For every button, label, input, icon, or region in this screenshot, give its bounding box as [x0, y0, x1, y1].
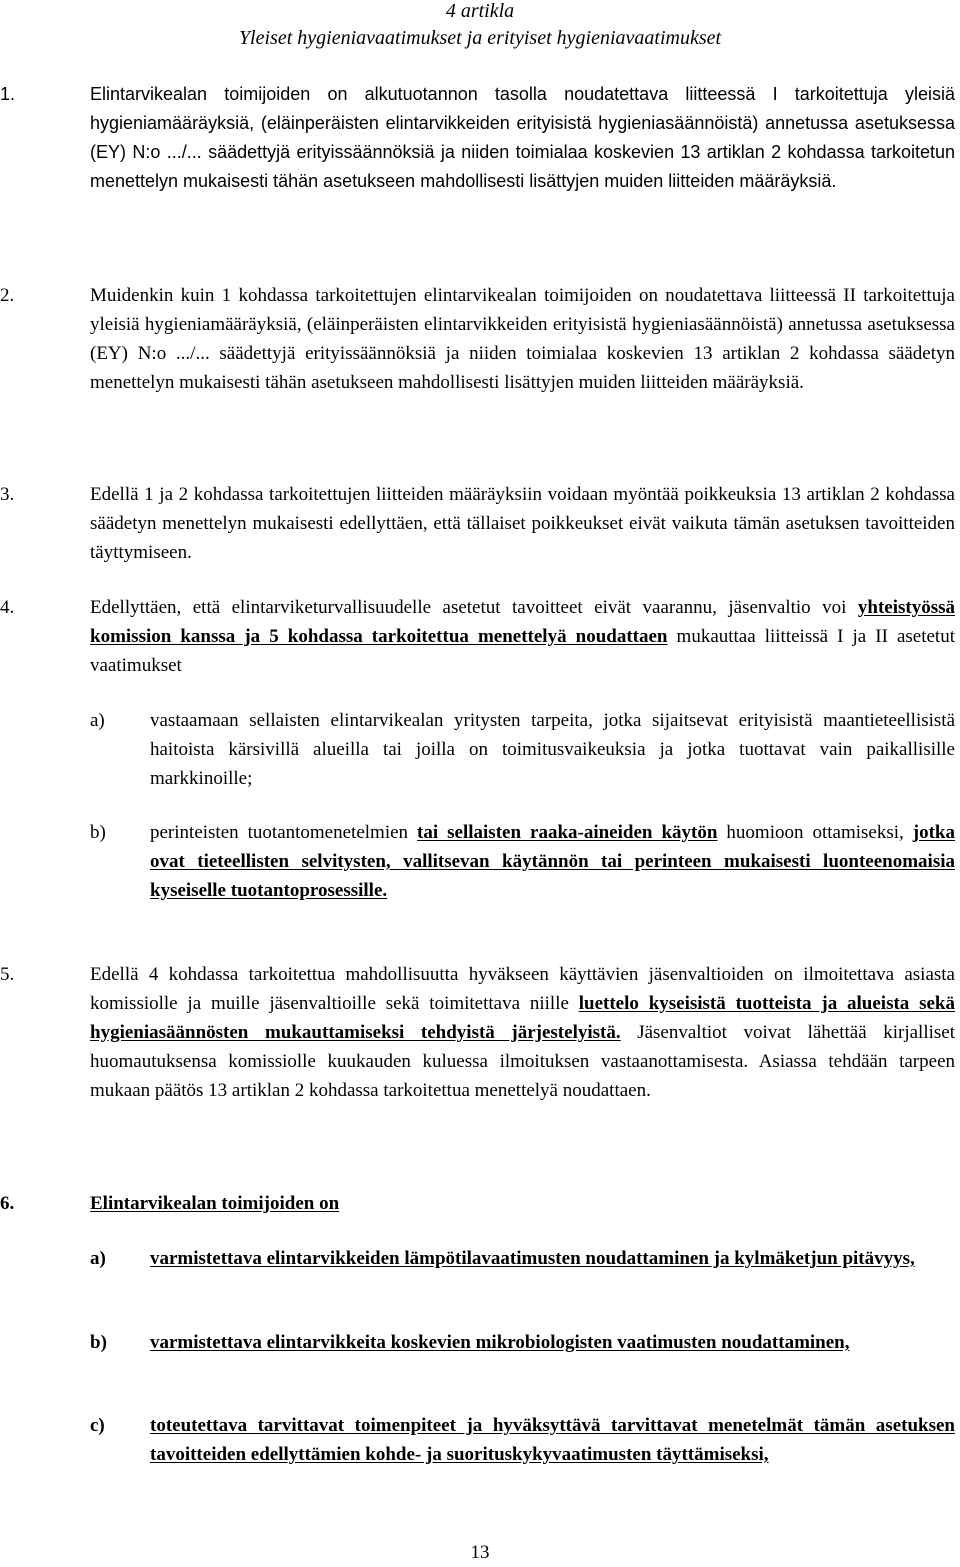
subitem-4a: [90, 706, 955, 793]
paragraph-number: 6.: [0, 1193, 15, 1214]
subitem-label: a): [90, 1248, 106, 1269]
text-segment: Edellä 4 kohdassa tarkoitettua mahdollisuutta hyväkseen käyttävien jäsenvaltioiden on ilmoitettava asiasta komissiolle ja muille jäsenvaltioille sekä toimitettava niille: [90, 964, 955, 1014]
emphasized-text: yhteistyössä komission kanssa ja 5 kohdassa tarkoitettua menettelyä noudattaen: [90, 597, 955, 647]
emphasized-text: jotka ovat tieteellisten selvitysten, vallitsevan käytännön tai perinteen mukaisesti luonteenomaisia kyseiselle tuotantoprosessille.: [150, 822, 955, 901]
article-number: 4 artikla: [445, 0, 515, 22]
subitem-text: varmistettava elintarvikkeita koskevien mikrobiologisten vaatimusten noudattaminen,: [150, 1332, 850, 1353]
paragraph-number: 2.: [0, 285, 15, 306]
subitem-label: a): [90, 710, 105, 731]
subitem-4b: [90, 818, 955, 905]
page-number: 13: [470, 1542, 490, 1563]
emphasized-text: luettelo kyseisistä tuotteista ja alueista sekä hygieniasäännösten mukauttamiseksi tehdyistä järjestelyistä.: [90, 993, 956, 1043]
subitem-label: b): [90, 1332, 107, 1353]
text-segment: Edellyttäen, että elintarviketurvallisuudelle asetetut tavoitteet eivät vaarannu, jäsenvaltio voi: [90, 597, 858, 618]
paragraph-text: Elintarvikealan toimijoiden on: [90, 1193, 340, 1214]
paragraph-number: 4.: [0, 597, 15, 618]
subitem-text: varmistettava elintarvikkeiden lämpötilavaatimusten noudattaminen ja kylmäketjun pitävyys,: [150, 1248, 915, 1269]
paragraph-text: [90, 593, 955, 680]
subitem-label: c): [90, 1415, 105, 1436]
subitem-6a: [90, 1244, 955, 1273]
text-segment: perinteisten tuotantomenetelmien: [150, 822, 418, 843]
paragraph-number: 5.: [0, 964, 15, 985]
subitem-text: vastaamaan sellaisten elintarvikealan yritysten tarpeita, jotka sijaitsevat erityisistä maantieteellisistä haitoista kärsivillä alueilla tai joilla on toimitusvaikeuksia ja jotka tuottavat vain paikallisille markkinoille;: [150, 710, 955, 789]
paragraph-number: 1.: [0, 84, 16, 104]
paragraph-1: [0, 80, 960, 196]
paragraph-5: [0, 960, 960, 1105]
subitem-6b: [90, 1328, 955, 1357]
paragraph-6: [0, 1189, 960, 1218]
paragraph-text: [90, 960, 955, 1105]
subitem-text: toteutettava tarvittavat toimenpiteet ja hyväksyttävä tarvittavat menetelmät tämän asetuksen tavoitteiden edellyttämien kohde- ja suorituskykyvaatimusten täyttämiseksi,: [150, 1415, 955, 1465]
paragraph-4: [0, 593, 960, 680]
paragraph-text: Muidenkin kuin 1 kohdassa tarkoitettujen elintarvikealan toimijoiden on noudatettava liitteessä II tarkoitettuja yleisiä hygieniamääräyksiä, (eläinperäisten elintarvikkeiden erityisistä hygieniasäännöistä) annetussa asetuksessa (EY) N:o .../... säädettyjä erityissäännöksiä ja niiden toimialaa koskevien 13 artiklan 2 kohdassa säädetyn menettelyn mukaisesti tähän asetukseen mahdollisesti lisättyjen muiden liitteiden määräyksiä.: [90, 285, 955, 393]
text-segment: huomioon ottamiseksi,: [717, 822, 913, 843]
paragraph-number: 3.: [0, 484, 15, 505]
subitem-6c: [90, 1411, 955, 1469]
subitem-label: b): [90, 822, 106, 843]
article-title: Yleiset hygieniavaatimukset ja erityiset hygieniavaatimukset: [238, 27, 722, 49]
text-segment: Jäsenvaltiot voivat lähettää kirjalliset huomautuksensa komissiolle kuukauden kuluessa ilmoituksen vastaanottamisesta. Asiassa tehdään tarpeen mukaan päätös 13 artiklan 2 kohdassa tarkoitettua menettelyä noudattaen.: [90, 1022, 955, 1101]
emphasized-text: tai sellaisten raaka-aineiden käytön: [417, 822, 718, 843]
paragraph-2: [0, 281, 960, 397]
subitem-text: [150, 818, 955, 905]
paragraph-text: Elintarvikealan toimijoiden on alkutuotannon tasolla noudatettava liitteessä I tarkoitettuja yleisiä hygieniamääräyksiä, (eläinperäisten elintarvikkeiden erityisistä hygieniasäännöistä) annetussa asetuksessa (EY) N:o .../... säädettyjä erityissäännöksiä ja niiden toimialaa koskevien 13 artiklan 2 kohdassa tarkoitetun menettelyn mukaisesti tähän asetukseen mahdollisesti lisättyjen muiden liitteiden määräyksiä.: [90, 84, 955, 191]
text-segment: mukauttaa liitteissä I ja II asetetut vaatimukset: [90, 626, 955, 676]
paragraph-text: Edellä 1 ja 2 kohdassa tarkoitettujen liitteiden määräyksiin voidaan myöntää poikkeuksia 13 artiklan 2 kohdassa säädetyn menettelyn mukaisesti edellyttäen, että tällaiset poikkeukset eivät vaikuta tämän asetuksen tavoitteiden täyttymiseen.: [90, 484, 955, 563]
paragraph-3: [0, 480, 960, 567]
